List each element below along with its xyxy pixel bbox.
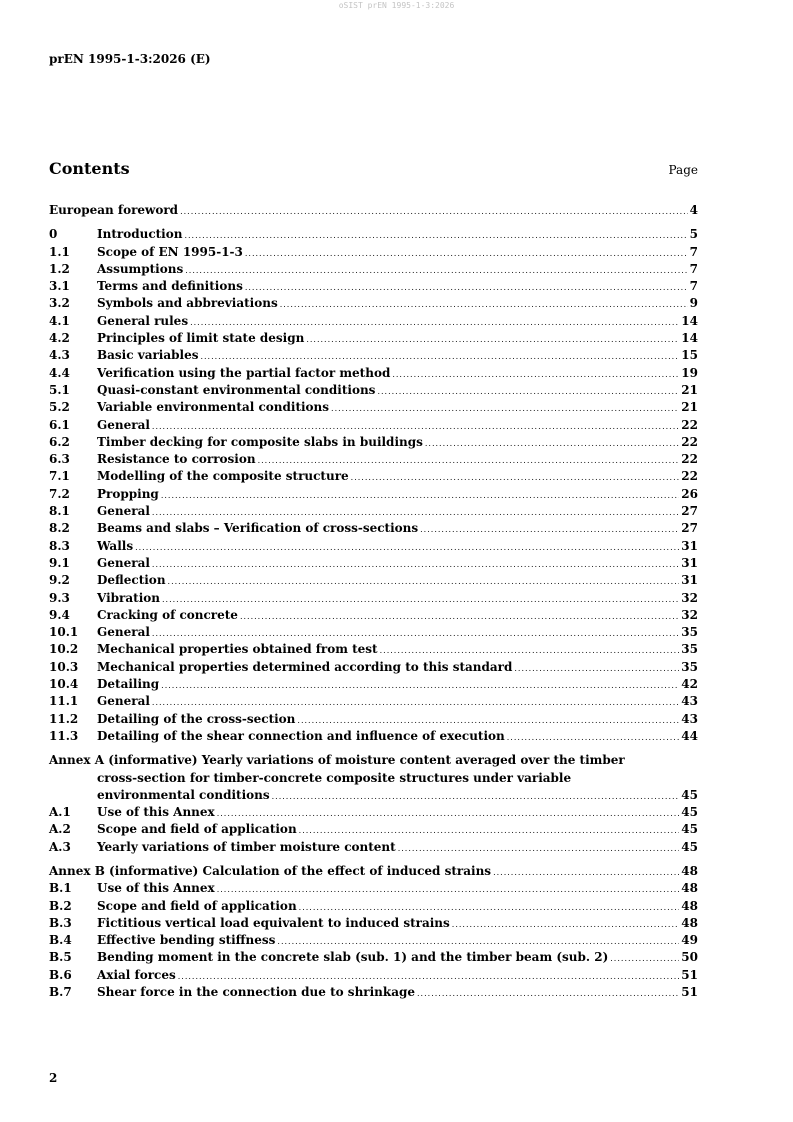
toc-entry[interactable] <box>49 330 698 347</box>
toc-entry[interactable] <box>49 503 698 520</box>
toc-entry[interactable] <box>49 711 698 728</box>
toc-leader-dots <box>299 899 680 916</box>
toc-entry-title: Axial forces <box>97 967 176 982</box>
annex-a-title-line-2[interactable]: cross-section for timber-concrete composite structures under variable <box>97 770 572 785</box>
toc-entry[interactable] <box>49 347 698 364</box>
toc-entry-title: Beams and slabs – Verification of cross-sections <box>97 521 419 536</box>
toc-entry-number: 4.2 <box>49 331 70 346</box>
toc-entry-page: 48 <box>681 898 698 913</box>
toc-leader-dots <box>152 694 679 711</box>
toc-entry-page: 27 <box>681 521 698 536</box>
toc-leader-dots <box>161 677 679 694</box>
toc-entry[interactable] <box>49 486 698 503</box>
toc-entry[interactable] <box>49 468 698 485</box>
toc-entry-number: 0 <box>49 227 58 242</box>
toc-entry-page: 9 <box>689 296 698 311</box>
toc-leader-dots <box>392 366 679 383</box>
annex-a-entries <box>49 804 698 856</box>
toc-entry-title: Yearly variations of timber moisture content <box>97 839 396 854</box>
toc-entry-page: 5 <box>689 227 698 242</box>
toc-entry-title: General <box>97 694 150 709</box>
toc-entry-number: 4.3 <box>49 348 70 363</box>
toc-entry-title: Cracking of concrete <box>97 607 238 622</box>
toc-entry-number: 6.1 <box>49 417 70 432</box>
document-id: prEN 1995-1-3:2026 (E) <box>49 52 211 66</box>
toc-entry[interactable] <box>49 898 698 915</box>
toc-entry-page: 44 <box>681 728 698 743</box>
toc-entry[interactable] <box>49 624 698 641</box>
toc-entry-title: Scope and field of application <box>97 822 297 837</box>
toc-leader-dots <box>217 881 680 898</box>
toc-entry[interactable] <box>49 555 698 572</box>
toc-entry-page: 22 <box>681 434 698 449</box>
toc-entry-title: General <box>97 504 150 519</box>
toc-entry-page: 35 <box>681 659 698 674</box>
toc-entry-page: 7 <box>689 261 698 276</box>
toc-entry-page: 45 <box>681 805 698 820</box>
toc-leader-dots <box>331 400 679 417</box>
toc-entry-page: 42 <box>681 677 698 692</box>
toc-entry-title: Basic variables <box>97 348 199 363</box>
toc-entry[interactable] <box>49 590 698 607</box>
toc-entry[interactable] <box>49 434 698 451</box>
toc-entry-page: 4 <box>689 203 698 217</box>
toc-entry-page: 45 <box>681 839 698 854</box>
toc-entry[interactable] <box>49 693 698 710</box>
toc-entry-number: A.1 <box>49 805 71 820</box>
toc-annex-a <box>49 752 698 856</box>
toc-leader-dots <box>152 504 679 521</box>
toc-leader-dots <box>217 805 680 822</box>
toc-leader-dots <box>299 822 680 839</box>
toc-leader-dots <box>184 227 687 244</box>
toc-entry-page: 43 <box>681 694 698 709</box>
page-column-heading: Page <box>668 163 698 177</box>
toc-entry-title: Bending moment in the concrete slab (sub. 1) and the timber beam (sub. 2) <box>97 950 609 965</box>
toc-entry-number: B.6 <box>49 967 72 982</box>
toc-leader-dots <box>514 660 679 677</box>
toc-entry[interactable] <box>49 226 698 243</box>
toc-leader-dots <box>190 314 679 331</box>
toc-entry-page: 50 <box>681 950 698 965</box>
toc-leader-dots <box>380 642 680 659</box>
toc-entry[interactable] <box>49 244 698 261</box>
toc-leader-dots <box>135 539 679 556</box>
annex-b-title[interactable] <box>49 863 698 880</box>
toc-entry-page: 35 <box>681 642 698 657</box>
toc-entry-title: Vibration <box>97 590 160 605</box>
toc-entry-number: 1.1 <box>49 244 70 259</box>
toc-entry-page: 21 <box>681 400 698 415</box>
toc-entry-number: 4.4 <box>49 365 70 380</box>
toc-entry-title: Introduction <box>97 227 183 242</box>
toc-entry-number: B.5 <box>49 950 72 965</box>
toc-entry[interactable] <box>49 915 698 932</box>
toc-entry-number: 1.2 <box>49 261 70 276</box>
toc-leader-dots <box>351 469 680 486</box>
toc-entry-title: environmental conditions <box>97 787 270 802</box>
toc-entry[interactable] <box>49 520 698 537</box>
toc-entry-number: B.2 <box>49 898 72 913</box>
toc-entry-number: A.3 <box>49 839 71 854</box>
toc-entry-title: Resistance to corrosion <box>97 452 256 467</box>
toc-entry-title: Deflection <box>97 573 166 588</box>
toc-entry[interactable] <box>49 538 698 555</box>
toc-entry-number: B.7 <box>49 985 72 1000</box>
toc-entry-page: 48 <box>681 915 698 930</box>
toc-entry-number: 10.2 <box>49 642 79 657</box>
toc-entry-title: Propping <box>97 486 159 501</box>
toc-entry-number: 10.1 <box>49 625 79 640</box>
toc-entry[interactable] <box>49 572 698 589</box>
toc-entry-number: 4.1 <box>49 313 70 328</box>
toc-entry-title: Scope of EN 1995-1-3 <box>97 244 243 259</box>
toc-entry-number: 3.2 <box>49 296 70 311</box>
toc-entry[interactable] <box>49 607 698 624</box>
toc-entry-title: Terms and definitions <box>97 279 243 294</box>
toc-entry[interactable] <box>49 451 698 468</box>
toc-entry-page: 45 <box>681 787 698 802</box>
toc-leader-dots <box>161 487 679 504</box>
toc-entry-title: General <box>97 555 150 570</box>
toc-entry[interactable] <box>49 295 698 312</box>
toc-leader-dots <box>507 729 680 746</box>
toc-entry[interactable] <box>49 278 698 295</box>
toc-entry-page: 51 <box>681 985 698 1000</box>
toc-entry-number: 7.2 <box>49 486 70 501</box>
toc-entry-number: 6.2 <box>49 434 70 449</box>
toc-entry-page: 49 <box>681 933 698 948</box>
toc-entry-title: Mechanical properties obtained from test <box>97 642 378 657</box>
toc-leader-dots <box>245 279 688 296</box>
toc-entry-title: Annex B (informative) Calculation of the effect of induced strains <box>49 863 492 878</box>
toc-entry-title: Verification using the partial factor method <box>97 365 391 380</box>
toc-entry-number: 10.3 <box>49 659 79 674</box>
toc-leader-dots <box>240 608 679 625</box>
toc-leader-dots <box>493 864 679 881</box>
toc-entry[interactable] <box>49 365 698 382</box>
toc-entry-number: 8.1 <box>49 504 70 519</box>
page-number: 2 <box>49 1071 58 1085</box>
toc-entry[interactable] <box>49 313 698 330</box>
toc-entry[interactable] <box>49 641 698 658</box>
toc-leader-dots <box>610 950 679 967</box>
toc-leader-dots <box>297 712 679 729</box>
toc-leader-dots <box>180 203 688 220</box>
toc-leader-dots <box>152 556 679 573</box>
toc-entry-number: B.1 <box>49 881 72 896</box>
toc-leader-dots <box>417 985 679 1002</box>
toc-leader-dots <box>425 435 679 452</box>
toc-entry-title: Quasi-constant environmental conditions <box>97 382 376 397</box>
toc-entry-number: 8.2 <box>49 521 70 536</box>
toc-entry-number: 11.3 <box>49 728 79 743</box>
toc-entry[interactable] <box>49 728 698 745</box>
toc-leader-dots <box>200 348 679 365</box>
toc-entry[interactable] <box>49 804 698 821</box>
toc-entry-page: 14 <box>681 313 698 328</box>
toc-entry-title: Variable environmental conditions <box>97 400 330 415</box>
toc-entry-title: Effective bending stiffness <box>97 933 276 948</box>
toc-entry-page: 7 <box>689 244 698 259</box>
toc-leader-dots <box>277 933 679 950</box>
toc-entry-number: 9.1 <box>49 555 70 570</box>
toc-entry-page: 21 <box>681 382 698 397</box>
toc-entry-number: B.3 <box>49 915 72 930</box>
toc-main-entries <box>49 226 698 745</box>
toc-entry-number: B.4 <box>49 933 72 948</box>
toc-entry-title: Modelling of the composite structure <box>97 469 349 484</box>
toc-entry-page: 35 <box>681 625 698 640</box>
toc-entry-number: 5.1 <box>49 382 70 397</box>
toc-leader-dots <box>280 296 688 313</box>
toc-entry-page: 31 <box>681 555 698 570</box>
toc-entry-page: 26 <box>681 486 698 501</box>
toc-entry-title: General <box>97 625 150 640</box>
toc-entry[interactable] <box>49 417 698 434</box>
toc-entry-page: 14 <box>681 331 698 346</box>
toc-entry[interactable] <box>49 399 698 416</box>
annex-a-title-line-1[interactable]: Annex A (informative) Yearly variations of moisture content averaged over the timber <box>49 753 625 768</box>
toc-entry-title: Timber decking for composite slabs in buildings <box>97 434 423 449</box>
toc-leader-dots <box>420 521 679 538</box>
toc-entry[interactable] <box>49 261 698 278</box>
toc-entry[interactable] <box>49 839 698 856</box>
toc-entry[interactable] <box>49 967 698 984</box>
toc-entry[interactable] <box>49 659 698 676</box>
toc-entry-title: Detailing of the cross-section <box>97 711 296 726</box>
toc-entry-page: 31 <box>681 573 698 588</box>
toc-entry-title: Mechanical properties determined according to this standard <box>97 659 513 674</box>
contents-heading: Contents <box>49 159 130 178</box>
toc-entry[interactable] <box>49 821 698 838</box>
toc-entry-page: 51 <box>681 967 698 982</box>
watermark: oSIST prEN 1995-1-3:2026 <box>338 1 455 10</box>
toc-leader-dots <box>152 625 679 642</box>
toc-leader-dots <box>398 840 680 857</box>
toc-entry-title: General <box>97 417 150 432</box>
toc-entry-page: 22 <box>681 469 698 484</box>
toc-entry-number: 9.4 <box>49 607 70 622</box>
toc-entry-title: General rules <box>97 313 189 328</box>
toc-entry-title: Use of this Annex <box>97 805 215 820</box>
toc-entry-number: 5.2 <box>49 400 70 415</box>
toc-leader-dots <box>245 245 688 262</box>
toc-leader-dots <box>162 591 679 608</box>
toc-entry-page: 45 <box>681 822 698 837</box>
toc-entry[interactable] <box>49 382 698 399</box>
toc-entry-number: 8.3 <box>49 538 70 553</box>
toc-leader-dots <box>306 331 679 348</box>
toc-leader-dots <box>452 916 680 933</box>
toc-leader-dots <box>168 573 680 590</box>
toc-entry[interactable] <box>49 949 698 966</box>
toc-leader-dots <box>178 968 680 985</box>
toc-entry-page: 43 <box>681 711 698 726</box>
toc-entry-title: Symbols and abbreviations <box>97 296 278 311</box>
table-of-contents <box>49 202 698 1001</box>
toc-entry-title: Fictitious vertical load equivalent to induced strains <box>97 915 450 930</box>
toc-entry-number: 9.3 <box>49 590 70 605</box>
toc-entry-page: 22 <box>681 417 698 432</box>
toc-entry-title: Detailing of the shear connection and influence of execution <box>97 728 505 743</box>
toc-entry-page: 48 <box>681 881 698 896</box>
toc-leader-dots <box>185 262 687 279</box>
toc-annex-b <box>49 863 698 1001</box>
toc-entry-page: 27 <box>681 504 698 519</box>
toc-entry-title: Assumptions <box>97 261 184 276</box>
toc-entry-page: 15 <box>681 348 698 363</box>
toc-entry-page: 48 <box>681 863 698 878</box>
toc-entry-number: 9.2 <box>49 573 70 588</box>
toc-entry-number: 10.4 <box>49 677 79 692</box>
toc-leader-dots <box>258 452 680 469</box>
toc-leader-dots <box>377 383 679 400</box>
toc-entry-page: 19 <box>681 365 698 380</box>
toc-leader-dots <box>272 788 680 805</box>
toc-entry[interactable] <box>49 880 698 897</box>
toc-entry-title: Shear force in the connection due to shrinkage <box>97 985 416 1000</box>
annex-b-entries <box>49 880 698 1001</box>
toc-entry-title: Detailing <box>97 677 160 692</box>
toc-entry-page: 7 <box>689 279 698 294</box>
toc-entry-foreword[interactable] <box>49 202 698 219</box>
toc-entry-page: 31 <box>681 538 698 553</box>
toc-entry-title: European foreword <box>49 203 179 217</box>
toc-entry-title: Scope and field of application <box>97 898 297 913</box>
toc-entry-page: 22 <box>681 452 698 467</box>
toc-entry-page: 32 <box>681 590 698 605</box>
toc-entry-page: 32 <box>681 607 698 622</box>
toc-entry-number: 6.3 <box>49 452 70 467</box>
toc-entry[interactable] <box>49 984 698 1001</box>
toc-entry[interactable] <box>49 676 698 693</box>
toc-entry-number: A.2 <box>49 822 71 837</box>
toc-entry[interactable] <box>49 932 698 949</box>
annex-a-title-line-3[interactable] <box>49 787 698 804</box>
toc-entry-number: 11.2 <box>49 711 79 726</box>
toc-entry-title: Walls <box>97 538 134 553</box>
toc-entry-number: 3.1 <box>49 279 70 294</box>
toc-entry-number: 7.1 <box>49 469 70 484</box>
toc-entry-title: Use of this Annex <box>97 881 215 896</box>
toc-entry-title: Principles of limit state design <box>97 331 305 346</box>
toc-entry-number: 11.1 <box>49 694 79 709</box>
toc-leader-dots <box>152 418 679 435</box>
